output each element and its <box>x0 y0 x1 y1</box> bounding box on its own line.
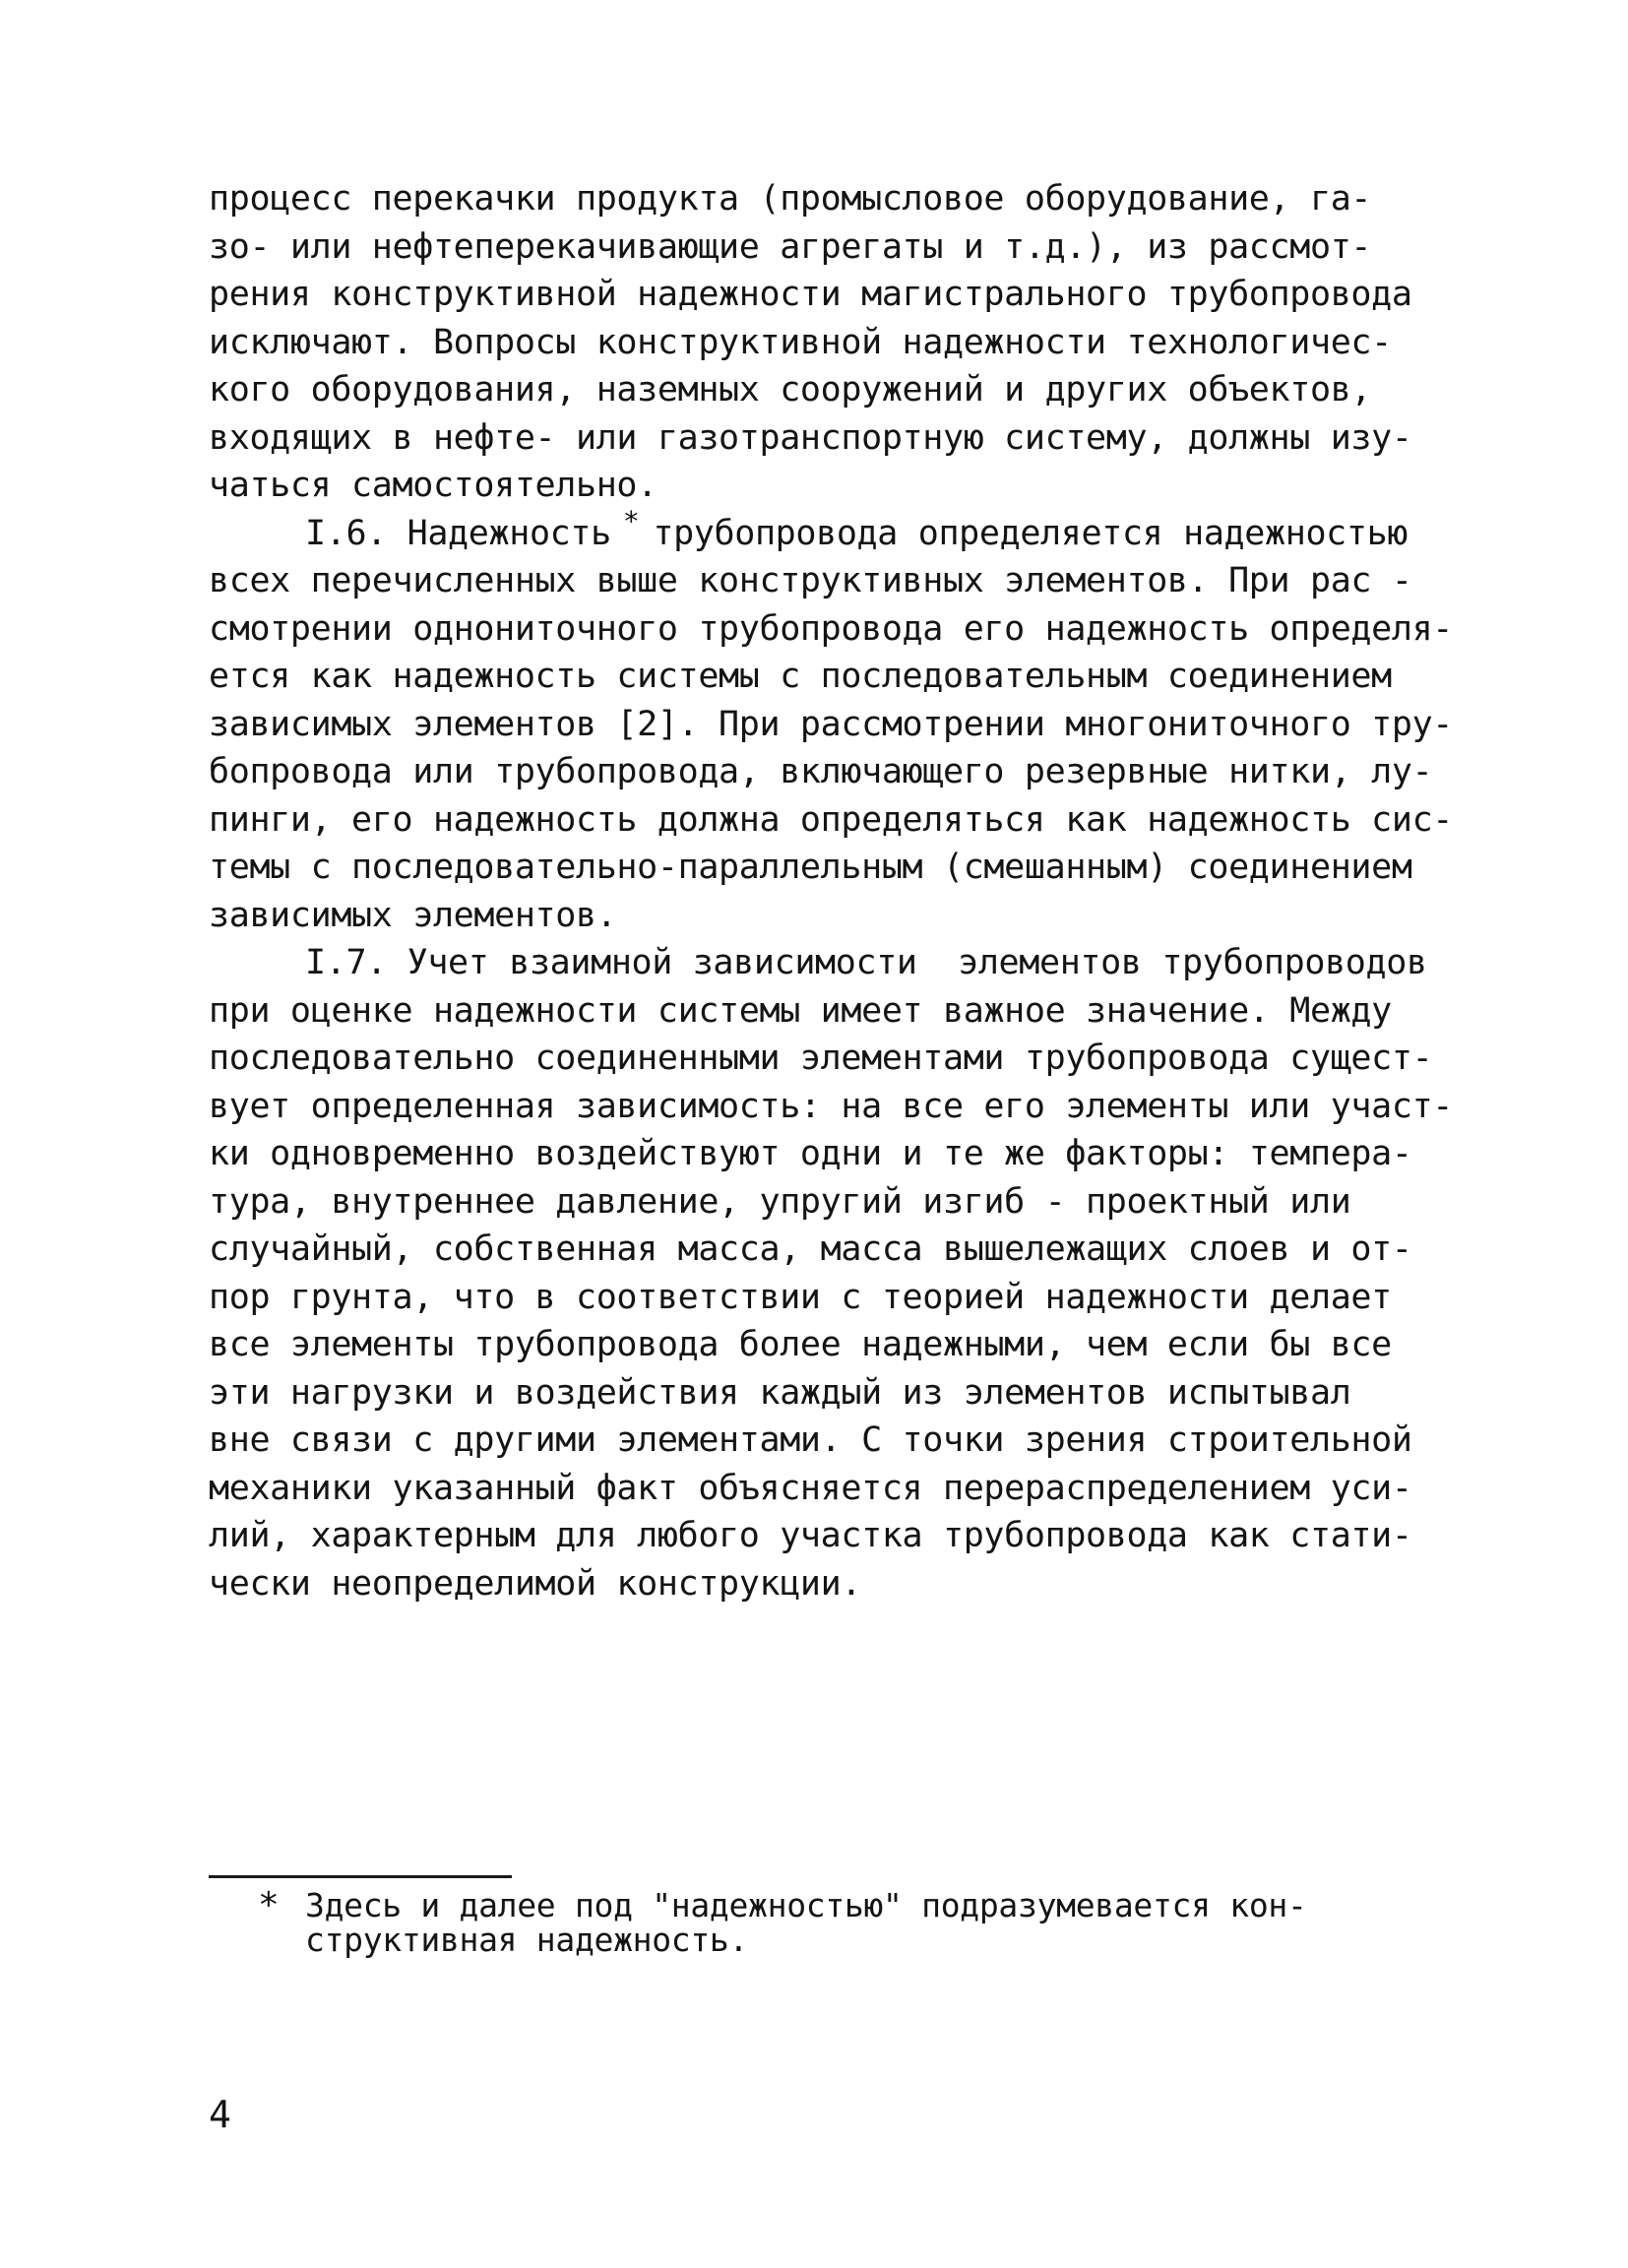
body-line: кого оборудования, наземных сооружений и других объектов, <box>209 370 1372 410</box>
body-line: лий, характерным для любого участка трубопровода как стати- <box>209 1516 1412 1555</box>
body-line: пинги, его надежность должна определяться как надежность сис- <box>209 799 1454 840</box>
footnote-marker: * <box>622 504 640 537</box>
footnote-text-1: Здесь и далее под "надежностью" подразумевается кон- <box>305 1886 1307 1924</box>
body-line: ется как надежность системы с последовательным соединением <box>209 657 1392 696</box>
body-line: чаться самостоятельно. <box>209 466 657 505</box>
body-line: зо- или нефтеперекачивающие агрегаты и т.д.), из рассмот- <box>209 226 1372 267</box>
body-line: механики указанный факт объясняется перераспределением уси- <box>209 1468 1412 1508</box>
body-line: все элементы трубопровода более надежными, чем если бы все <box>209 1325 1392 1364</box>
body-line: ки одновременно воздействуют одни и те же факторы: темпера- <box>209 1134 1412 1173</box>
body-line: тура, внутреннее давление, упругий изгиб - проектный или <box>209 1181 1351 1222</box>
main-text <box>209 175 1454 1607</box>
footnote-separator <box>209 1875 512 1878</box>
body-line: случайный, собственная масса, масса вышележащих слоев и от- <box>209 1229 1412 1269</box>
body-line: зависимых элементов [2]. При рассмотрении многониточного тру- <box>209 704 1454 744</box>
body-line: процесс перекачки продукта (промысловое оборудование, га- <box>209 179 1372 219</box>
body-line: темы с последовательно-параллельным (смешанным) соединением <box>209 848 1412 887</box>
footnote-asterisk: * <box>258 1885 280 1925</box>
body-line: исключают. Вопросы конструктивной надежности технологичес- <box>209 322 1392 362</box>
body-line: вует определенная зависимость: на все его элементы или участ- <box>209 1086 1454 1126</box>
body-line: эти нагрузки и воздействия каждый из элементов испытывал <box>209 1372 1351 1413</box>
body-line: рения конструктивной надежности магистрального трубопровода <box>209 275 1412 314</box>
footnote-line-1 <box>258 1885 1390 1925</box>
body-line: последовательно соединенными элементами трубопровода сущест- <box>209 1039 1433 1078</box>
footnote-line-2: структивная надежность. <box>305 1921 749 1959</box>
body-line: зависимых элементов. <box>209 895 617 935</box>
page-number: 4 <box>209 2093 231 2136</box>
body-line: чески неопределимой конструкции. <box>209 1563 862 1604</box>
body-line: бопровода или трубопровода, включающего резервные нитки, лу- <box>209 752 1433 791</box>
body-line: входящих в нефте- или газотранспортную систему, должны изу- <box>209 417 1412 458</box>
body-line: пор грунта, что в соответствии с теорией надежности делает <box>209 1277 1392 1317</box>
paragraph-1-7-first-line: I.7. Учет взаимной зависимости элементов трубопроводов <box>305 943 1427 982</box>
paragraph-1-6-end: трубопровода определяется надежностью <box>653 513 1409 553</box>
body-line: вне связи с другими элементами. С точки зрения строительной <box>209 1420 1412 1460</box>
body-line: при оценке надежности системы имеет важное значение. Между <box>209 990 1392 1031</box>
paragraph-1-6-start: I.6. Надежность <box>305 513 611 553</box>
body-line: всех перечисленных выше конструктивных элементов. При рас - <box>209 561 1412 600</box>
footnote <box>258 1885 1390 1959</box>
paragraph-1-6-first-line <box>209 504 1449 558</box>
body-line: смотрении однониточного трубопровода его надежность определя- <box>209 608 1454 649</box>
